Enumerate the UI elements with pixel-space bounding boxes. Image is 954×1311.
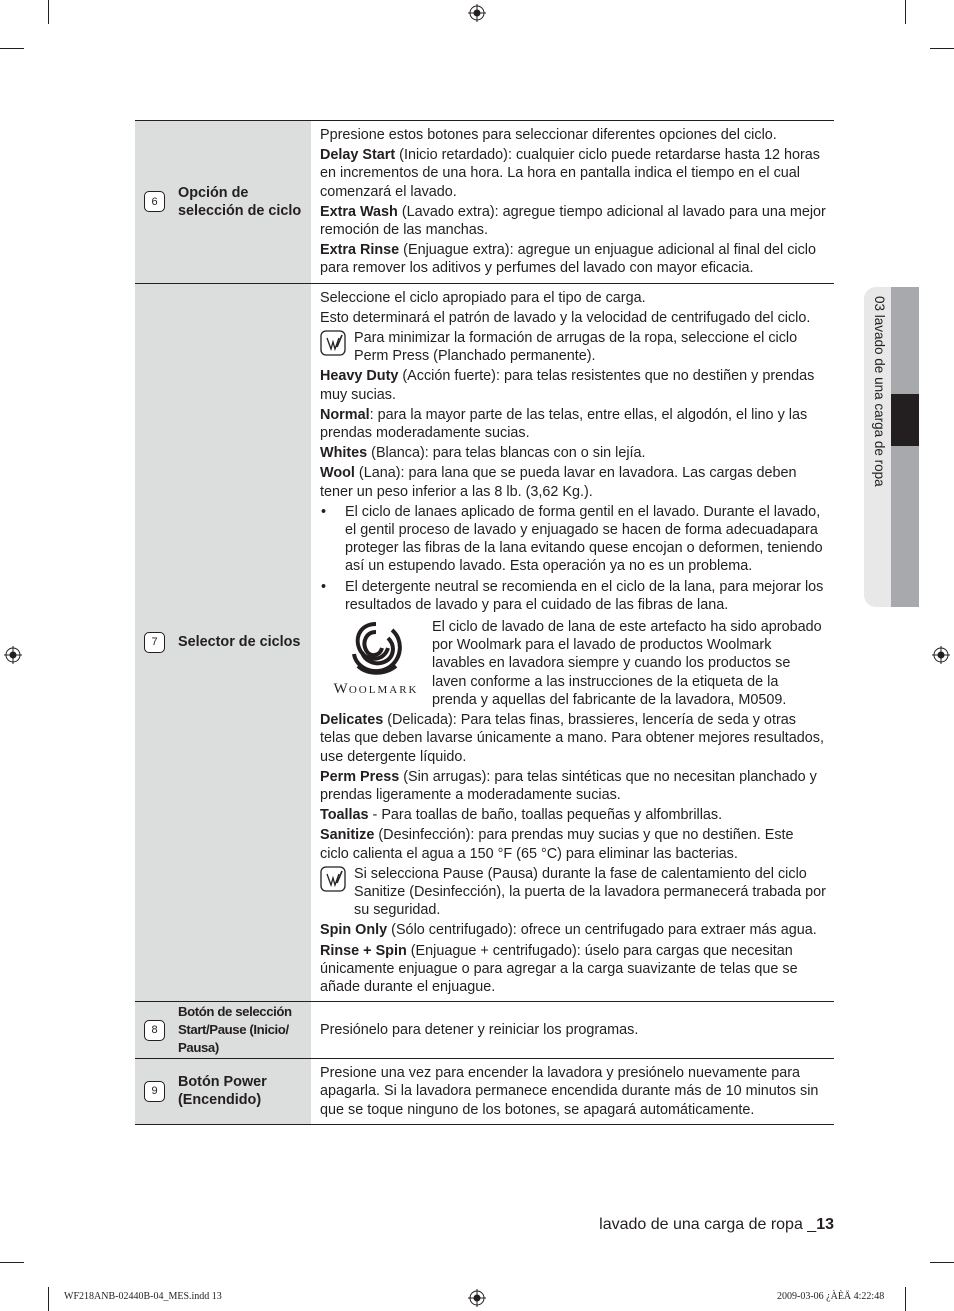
woolmark-block xyxy=(320,618,826,709)
bullet-text: El ciclo de lanaes aplicado de forma gentil en el lavado. Durante el lavado, el gentil proceso de lavado y enjuagado se hacen de forma adecuadapara proteger las fibras de la lana evitando quese encojan o deformen, teniendo así un estupendo lavado. Esta operación ya no es un problema. xyxy=(345,503,823,575)
list-item xyxy=(320,578,826,614)
cycle-perm-press xyxy=(320,768,826,804)
row-label: Botón Power (Encendido) xyxy=(178,1074,267,1109)
crop-mark xyxy=(930,1262,954,1263)
crop-mark xyxy=(48,0,49,24)
crop-mark xyxy=(0,1262,24,1263)
cycle-term: Wool xyxy=(320,465,355,482)
woolmark-logo xyxy=(320,618,432,699)
chapter-tab-label: 03 lavado de una carga de ropa xyxy=(872,296,887,487)
cycle-normal xyxy=(320,406,826,442)
row-label-cell xyxy=(135,283,311,1002)
option-term: Extra Wash xyxy=(320,203,398,220)
item-number-badge: 8 xyxy=(144,1020,165,1041)
list-item xyxy=(320,503,826,576)
option-delay-start xyxy=(320,146,826,201)
cycle-text: (Delicada): Para telas finas, brassieres, lencería de seda y otras telas que deben lavarse únicamente a mano. Para obtener mejores resultados, use detergente líquido. xyxy=(320,712,824,765)
note-pencil-icon xyxy=(320,866,346,892)
crop-mark xyxy=(930,48,954,49)
row-intro: Seleccione el ciclo apropiado para el tipo de carga. xyxy=(320,289,646,306)
item-number-badge: 9 xyxy=(144,1081,165,1102)
option-text: (Lavado extra): agregue tiempo adicional al lavado para una mejor remoción de las manchas. xyxy=(320,203,826,239)
registration-mark-icon xyxy=(4,646,22,664)
cycle-text: (Desinfección): para prendas muy sucias y que no destiñen. Este ciclo calienta el agua a 150 °F (65 °C) para eliminar las bacterias. xyxy=(320,827,794,862)
row-description-cell xyxy=(311,1002,834,1059)
option-text: (Inicio retardado): cualquier ciclo puede retardarse hasta 12 horas en incrementos de una hora. La hora en pantalla indica el tiempo en el cual comenzará el lavado. xyxy=(320,147,820,200)
row-description: Presiónelo para detener y reiniciar los programas. xyxy=(320,1022,639,1039)
woolmark-text: El ciclo de lavado de lana de este artefacto ha sido aprobado por Woolmark para el lavado de productos Woolmark lavables en lavadora siempre y cuando los productos se laven conforme a las instrucciones de la etiqueta de la prenda y aquellas del fabricante de la lavadora, M0509. xyxy=(432,619,822,708)
table-row xyxy=(135,121,834,284)
row-description-cell xyxy=(311,121,834,284)
cycle-text: (Enjuague + centrifugado): úselo para cargas que necesitan únicamente enjuague o para agregar a la carga suavizante de telas que se añade durante el enjuague. xyxy=(320,942,798,995)
page-number: 13 xyxy=(816,1216,834,1233)
cycle-rinse-spin xyxy=(320,942,826,997)
bullet: • xyxy=(321,578,327,595)
item-number-badge: 7 xyxy=(144,632,165,653)
cycle-text: (Lana): para lana que se pueda lavar en lavadora. Las cargas deben tener un peso inferior a las 8 lb. (3,62 Kg.). xyxy=(320,465,797,500)
cycle-text: (Acción fuerte): para telas resistentes que no destiñen y prendas muy sucias. xyxy=(320,368,815,403)
option-extra-rinse xyxy=(320,241,826,277)
chapter-tab-bar xyxy=(891,287,919,607)
print-slug-date: 2009-03-06 ¿ÀÈÄ 4:22:48 xyxy=(777,1291,885,1302)
option-term: Delay Start xyxy=(320,147,396,164)
cycle-term: Normal xyxy=(320,406,370,423)
option-extra-wash xyxy=(320,203,826,239)
bullet: • xyxy=(321,503,327,520)
registration-mark-icon xyxy=(468,1289,486,1307)
note xyxy=(320,865,826,920)
row-label-cell xyxy=(135,121,311,284)
cycle-term: Spin Only xyxy=(320,922,388,939)
row-intro: Esto determinará el patrón de lavado y la velocidad de centrifugado del ciclo. xyxy=(320,309,811,326)
note-pencil-icon xyxy=(320,330,346,356)
cycle-term: Rinse + Spin xyxy=(320,942,407,959)
woolmark-wordmark xyxy=(334,680,419,699)
cycle-toallas xyxy=(320,806,826,824)
item-number-badge: 6 xyxy=(144,191,165,212)
registration-mark-icon xyxy=(468,4,486,22)
table-row xyxy=(135,1002,834,1059)
woolmark-icon xyxy=(344,618,408,678)
cycle-text: (Sólo centrifugado): ofrece un centrifugado para extraer más agua. xyxy=(387,922,817,939)
cycle-term: Heavy Duty xyxy=(320,368,399,385)
cycle-spin-only xyxy=(320,921,826,939)
cycle-heavy-duty xyxy=(320,367,826,403)
row-label: Selector de ciclos xyxy=(178,634,301,651)
option-text: (Enjuague extra): agregue un enjuague adicional al final del ciclo para remover los aditivos y perfumes del lavado con mayor eficacia. xyxy=(320,242,816,277)
row-label: Opción de selección de ciclo xyxy=(178,184,302,219)
cycle-text: (Sin arrugas): para telas sintéticas que no necesitan planchado y prendas ligeramente a moderadamente sucias. xyxy=(320,768,817,803)
crop-mark xyxy=(48,1287,49,1311)
cycle-text: - Para toallas de baño, toallas pequeñas y alfombrillas. xyxy=(368,807,723,824)
table-row xyxy=(135,283,834,1002)
cycle-delicates xyxy=(320,711,826,766)
option-term: Extra Rinse xyxy=(320,242,400,259)
cycle-term: Whites xyxy=(320,445,368,462)
row-description-cell xyxy=(311,283,834,1002)
cycle-sanitize xyxy=(320,826,826,862)
row-intro: Ppresione estos botones para seleccionar diferentes opciones del ciclo. xyxy=(320,127,777,143)
page-footer xyxy=(599,1216,834,1234)
row-label-cell xyxy=(135,1059,311,1125)
row-description-cell xyxy=(311,1059,834,1125)
crop-mark xyxy=(905,0,906,24)
bullet-text: El detergente neutral se recomienda en el ciclo de la lana, para mejorar los resultados de lavado y para el cuidado de las fibras de lana. xyxy=(345,578,824,613)
note xyxy=(320,329,826,365)
cycle-term: Perm Press xyxy=(320,768,400,785)
note-text: Si selecciona Pause (Pausa) durante la fase de calentamiento del ciclo Sanitize (Desinfección), la puerta de la lavadora permanecerá trabada por su seguridad. xyxy=(354,865,826,919)
cycle-term: Sanitize xyxy=(320,827,375,844)
cycle-term: Delicates xyxy=(320,712,384,729)
row-label-cell xyxy=(135,1002,311,1059)
footer-title: lavado de una carga de ropa _ xyxy=(599,1216,817,1233)
woolmark-letters: OOLMARK xyxy=(348,684,419,697)
crop-mark xyxy=(905,1287,906,1311)
cycle-text: : para la mayor parte de las telas, entre ellas, el algodón, el lino y las prendas moderadamente sucias. xyxy=(320,406,808,442)
chapter-tab-marker xyxy=(891,394,919,446)
note-text: Para minimizar la formación de arrugas de la ropa, seleccione el ciclo Perm Press (Planchado permanente). xyxy=(354,330,798,365)
controls-table xyxy=(135,120,834,1125)
cycle-wool xyxy=(320,464,826,500)
row-description: Presione una vez para encender la lavadora y presiónelo nuevamente para apagarla. Si la lavadora permanece encendida durante más de 10 minutos sin que se toque ninguno de los botones, se apagará automáticamente. xyxy=(320,1065,819,1118)
row-label: Botón de selección Start/Pause (Inicio/ Pausa) xyxy=(178,1003,292,1056)
table-row xyxy=(135,1059,834,1125)
cycle-whites xyxy=(320,444,826,462)
crop-mark xyxy=(0,48,24,49)
cycle-text: (Blanca): para telas blancas con o sin lejía. xyxy=(367,445,646,462)
print-slug-file: WF218ANB-02440B-04_MES.indd 13 xyxy=(64,1291,222,1302)
cycle-term: Toallas xyxy=(320,807,369,824)
woolmark-letter: W xyxy=(333,681,349,698)
registration-mark-icon xyxy=(932,646,950,664)
